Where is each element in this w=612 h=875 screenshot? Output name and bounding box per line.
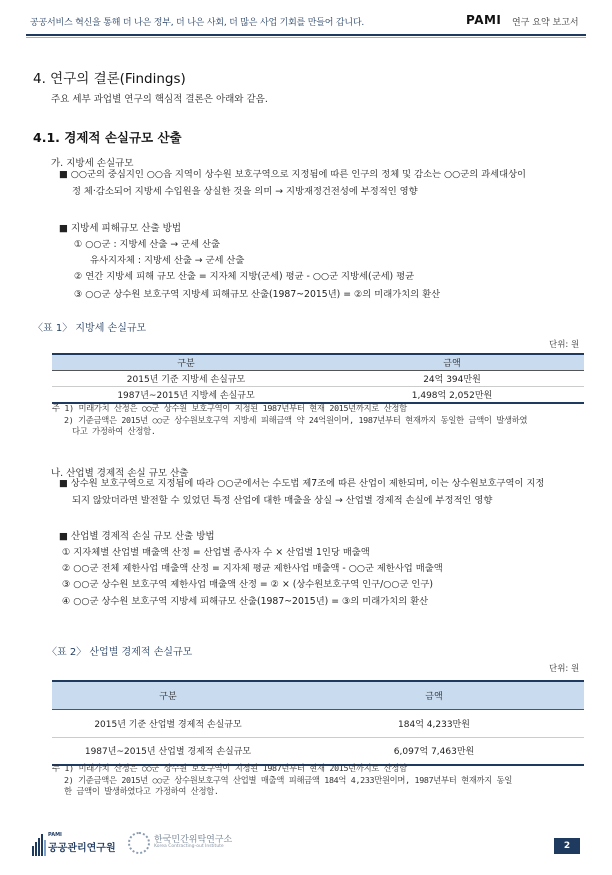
table-cell: 2015년 기준 산업별 경제적 손실규모 [94,719,242,730]
method-item: ④ ○○군 상수원 보호구역 지방세 피해규모 산출(1987~2015년) = ③의 미래가치의 환산 [62,596,429,607]
header-rule-thin [26,37,586,38]
table-cell: 2015년 기준 지방세 손실규모 [126,375,246,385]
table-cell: 24억 394만원 [423,375,481,385]
table1-caption: 〈표 1〉 지방세 손실규모 [33,323,147,334]
kci-logo-subtext: Korea Contracting-out Institute [154,844,224,849]
subsection-title: 4.1. 경제적 손실규모 산출 [33,130,182,145]
paragraph-ga-1 [59,166,589,200]
paragraph-line: 정 체·감소되어 지방세 수입원을 상실한 것을 의미 → 지방재정건전성에 부정적인 영향 [72,186,418,197]
table-header: 구분 [52,354,320,371]
table-cell: 6,097억 7,463만원 [393,747,475,758]
table-cell: 1987년~2015년 산업별 경제적 손실규모 [84,747,252,758]
header-brand: PAMI [466,13,502,27]
header-slogan: 공공서비스 혁신을 통해 더 나은 정부, 더 나은 사회, 더 많은 사업 기회를 만들어 갑니다. [30,18,365,28]
kci-logo-icon [128,832,150,854]
paragraph-line: ■ ○○군의 중심지인 ○○읍 지역이 상수원 보호구역으로 지정됨에 따른 인구의 정체 및 감소는 ○○군의 과세대상이 [59,169,527,180]
paragraph-line: 되지 않았더라면 발전할 수 있었던 특정 산업에 대한 매출을 상실 → 산업별 경제적 손실에 부정적인 영향 [72,495,493,506]
section-title: 4. 연구의 결론(Findings) [33,71,186,87]
pami-logo-icon [32,834,46,856]
table2-unit: 단위: 원 [549,664,580,674]
table-header: 구분 [52,681,284,709]
table-row [52,709,584,737]
page-number: 2 [554,838,580,854]
table2-notes [52,763,592,798]
table2 [52,680,584,766]
method-item: ② ○○군 전체 제한사업 매출액 산정 = 지자체 평균 제한사업 매출액 - ○○군 제한사업 매출액 [62,563,443,574]
table1-unit: 단위: 원 [549,340,580,350]
method-item: ② 연간 지방세 피해 규모 산출 = 지자체 지방(군세) 평균 - ○○군 지방세(군세) 평균 [74,271,415,282]
paragraph-na-1 [59,475,589,509]
section-intro: 주요 세부 과업별 연구의 핵심적 결론은 아래와 같음. [51,94,268,105]
method-item: ③ ○○군 상수원 보호구역 지방세 피해규모 산출(1987~2015년) = ②의 미래가치의 환산 [74,289,441,300]
paragraph-line: ■ 상수원 보호구역으로 지정됨에 따라 ○○군에서는 수도법 제7조에 따른 산업이 제한되며, 이는 상수원보호구역이 지정 [59,478,545,489]
header-rule [26,34,586,36]
note-line: 2) 기준금액은 2015년 ○○군 상수원보호구역 산업별 매출액 피해금액 184억 4,233만원이며, 1987년부터 현재까지 동일 [64,774,513,785]
table1-notes [52,403,592,438]
note-line: 다고 가정하여 산정함. [72,426,156,436]
note-line: 주 1) 미래가치 산정은 ○○군 상수원 보호구역이 지정된 1987년부터 현재 2015년까지로 산정함 [52,403,407,413]
item-ga-label: 가. 지방세 손실규모 [51,158,134,169]
table-cell: 1987년~2015년 지방세 손실규모 [117,391,255,401]
table-row [52,387,584,404]
method-item: ① ○○군 : 지방세 산출 → 군세 산출 [74,239,220,250]
kci-logo-text: 한국민간위탁연구소 [154,835,233,845]
note-line: 주 1) 미래가치 산정은 ○○군 상수원 보호구역이 지정된 1987년부터 현재 2015년까지로 산정함 [52,763,407,773]
table-header: 금액 [320,354,584,371]
table-row [52,371,584,387]
table-row [52,737,584,765]
table-cell: 184억 4,233만원 [398,719,470,730]
pami-logo-text: 공공관리연구원 [48,843,116,854]
method-heading-na: ■ 산업별 경제적 손실 규모 산출 방법 [59,531,215,542]
pami-logo-small: PAMI [48,832,62,838]
table1 [52,353,584,404]
item-na-label: 나. 산업별 경제적 손실 규모 산출 [51,468,189,479]
table2-caption: 〈표 2〉 산업별 경제적 손실규모 [47,647,193,658]
table-header: 금액 [284,681,584,709]
method-item: ① 지자체별 산업별 매출액 산정 = 산업별 종사자 수 × 산업별 1인당 매출액 [62,547,370,558]
header-report-title: 연구 요약 보고서 [512,18,579,28]
method-item: ③ ○○군 상수원 보호구역 제한사업 매출액 산정 = ② × (상수원보호구역 인구/○○군 인구) [62,579,433,590]
method-heading-ga: ■ 지방세 피해규모 산출 방법 [59,223,182,234]
note-line: 한 금액이 발생하였다고 가정하여 산정함. [64,786,219,796]
method-item: 유사지자체 : 지방세 산출 → 군세 산출 [90,255,245,266]
note-line: 2) 기준금액은 2015년 ○○군 상수원보호구역 지방세 피해금액 약 24억원이며, 1987년부터 현재까지 동일한 금액이 발생하였 [64,414,528,425]
table-cell: 1,498억 2,052만원 [411,391,493,401]
